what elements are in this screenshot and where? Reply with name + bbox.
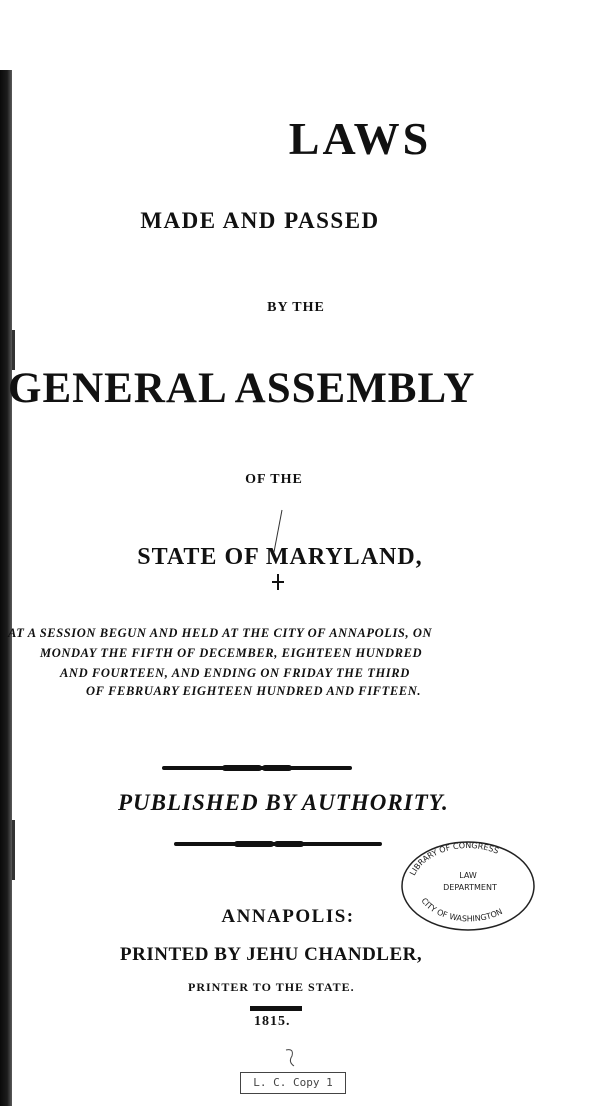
title-by-the: BY THE (267, 300, 325, 315)
imprint-printer: PRINTED BY JEHU CHANDLER, (120, 944, 423, 965)
session-line-1: AT A SESSION BEGUN AND HELD AT THE CITY OF ANNAPOLIS, ON (8, 626, 433, 640)
session-line-3: AND FOURTEEN, AND ENDING ON FRIDAY THE THIRD (60, 666, 410, 680)
session-line-2: MONDAY THE FIFTH OF DECEMBER, EIGHTEEN HUNDRED (40, 646, 423, 660)
session-line-4: OF FEBRUARY EIGHTEEN HUNDRED AND FIFTEEN. (86, 684, 422, 698)
pencil-mark (262, 508, 292, 594)
imprint-place: ANNAPOLIS: (221, 906, 355, 927)
title-state-of-maryland: STATE OF MARYLAND, (137, 544, 423, 570)
title-general-assembly: GENERAL ASSEMBLY (8, 365, 476, 412)
title-laws: LAWS (288, 113, 432, 164)
copy-label: L. C. Copy 1 (240, 1072, 346, 1094)
stamp-bottom-text: CITY OF WASHINGTON (419, 896, 504, 924)
pencil-mark (280, 1046, 300, 1070)
title-of-the: OF THE (245, 472, 303, 487)
published-by-authority: PUBLISHED BY AUTHORITY. (118, 790, 449, 815)
stamp-inner-line-2: DEPARTMENT (443, 883, 497, 892)
imprint-year: 1815. (254, 1014, 291, 1029)
title-made-and-passed: MADE AND PASSED (140, 208, 380, 233)
stamp-inner-line-1: LAW (459, 871, 477, 880)
stamp-outer-text: LIBRARY OF CONGRESS (408, 840, 500, 878)
decorative-rule (162, 766, 352, 770)
spine-speck (12, 820, 15, 880)
imprint-printer-role: PRINTER TO THE STATE. (188, 980, 355, 994)
decorative-rule (174, 842, 382, 846)
year-overprint-bar (250, 1006, 302, 1011)
